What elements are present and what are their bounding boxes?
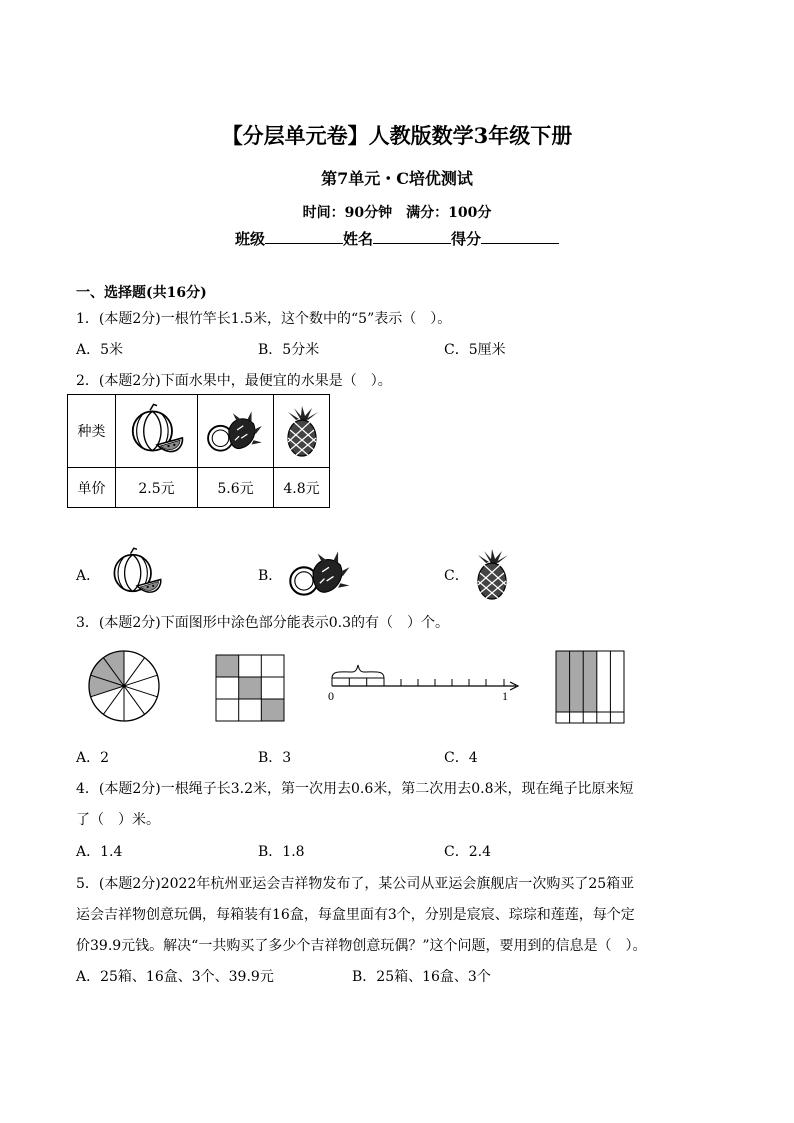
price-pineapple: 4.8元 [274,468,330,508]
q3-option-b[interactable]: B．3 [258,750,292,766]
pineapple-icon [274,395,330,468]
score-blank[interactable] [481,229,559,244]
watermelon-icon [116,395,198,468]
q5-stem-line3: 价39.9元钱。解决“一共购买了多少个吉祥物创意玩偶？”这个问题，要用到的信息是（ ）。 [76,938,647,954]
q2-stem: 2．(本题2分)下面水果中，最便宜的水果是（ ）。 [76,373,392,389]
q5-option-b[interactable]: B．25箱、16盒、3个 [352,969,491,985]
q2-option-c[interactable]: C． [444,568,469,584]
time-score-line: 时间：90分钟 满分：100分 [302,205,492,221]
q1-option-b[interactable]: B．5分米 [258,342,320,358]
price-watermelon: 2.5元 [116,468,198,508]
q5-stem-line2: 运会吉祥物创意玩偶，每箱装有16盒，每盒里面有3个，分别是宸宸、琮琮和莲莲，每个定 [76,907,635,923]
q1-option-c[interactable]: C．5厘米 [444,342,506,358]
strips-fraction-figure [555,650,625,724]
q4-option-b[interactable]: B．1.8 [258,844,305,860]
number-line-start-label: 0 [328,689,334,703]
q3-stem: 3．(本题2分)下面图形中涂色部分能表示0.3的有（ ）个。 [76,615,450,631]
section-heading: 一、选择题(共16分) [76,285,207,301]
row-label-price: 单价 [68,468,116,508]
option-a-watermelon-icon [104,545,170,601]
dragon-fruit-icon [198,395,274,468]
q2-option-a[interactable]: A． [76,568,101,584]
name-label: 姓名 [342,230,373,248]
fruit-price-table [67,394,330,508]
q3-option-c[interactable]: C．4 [444,750,478,766]
row-label-kind: 种类 [68,395,116,468]
q5-option-a[interactable]: A．25箱、16盒、3个、39.9元 [76,969,274,985]
q1-stem: 1．(本题2分)一根竹竿长1.5米，这个数中的“5”表示（ ）。 [76,311,452,327]
q5-stem-line1: 5．(本题2分)2022年杭州亚运会吉祥物发布了，某公司从亚运会旗舰店一次购买了25箱亚 [76,876,635,892]
q4-option-a[interactable]: A．1.4 [76,844,123,860]
q2-option-b[interactable]: B． [258,568,283,584]
class-blank[interactable] [265,229,343,244]
page-title: 【分层单元卷】人教版数学3年级下册 [221,123,573,148]
q1-option-a[interactable]: A．5米 [76,342,124,358]
option-c-pineapple-icon [472,546,512,602]
q4-option-c[interactable]: C．2.4 [444,844,491,860]
student-info-line [0,228,794,249]
q3-option-a[interactable]: A．2 [76,750,110,766]
circle-fraction-figure [88,650,160,722]
option-b-dragon-fruit-icon [288,548,354,598]
class-label: 班级 [234,230,265,248]
score-label: 得分 [451,230,482,248]
number-line-figure [322,660,522,708]
price-dragon-fruit: 5.6元 [198,468,274,508]
name-blank[interactable] [373,229,451,244]
grid-fraction-figure [215,654,285,722]
q4-stem-line1: 4．(本题2分)一根绳子长3.2米，第一次用去0.6米，第二次用去0.8米，现在绳子比原来短 [76,781,634,797]
page-subtitle: 第7单元・C培优测试 [321,169,473,188]
number-line-end-label: 1 [502,689,508,703]
q4-stem-line2: 了（ ）米。 [76,812,160,828]
